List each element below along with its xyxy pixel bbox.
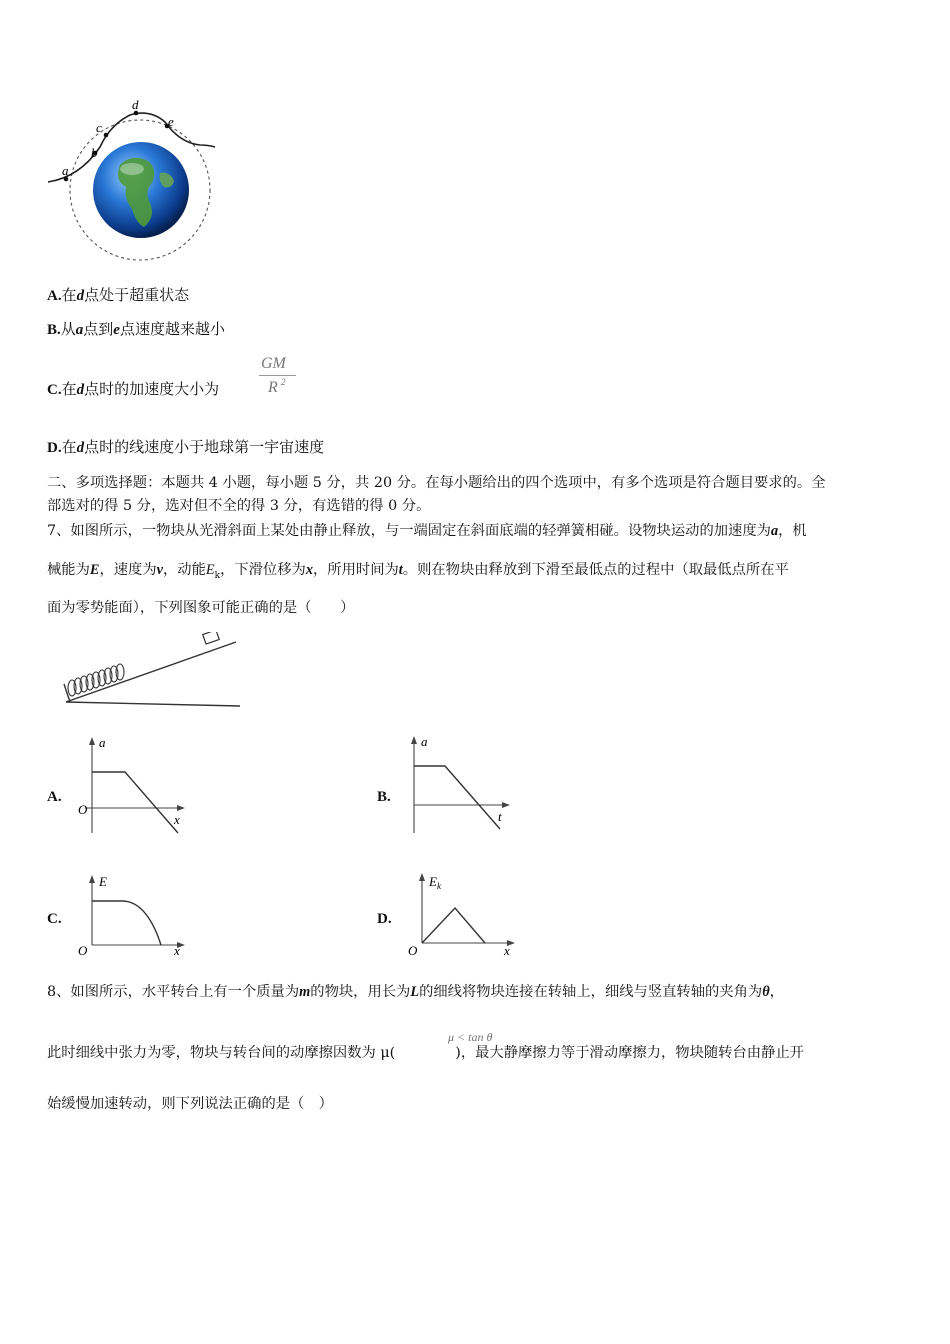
x-axis-label: x bbox=[504, 943, 510, 958]
var-d: d bbox=[76, 440, 85, 456]
q6-option-b[interactable] bbox=[47, 319, 225, 340]
q6-option-d[interactable] bbox=[47, 437, 324, 458]
fraction-bar bbox=[259, 375, 296, 376]
incline-spring-figure bbox=[58, 632, 243, 712]
origin-label: O bbox=[78, 802, 88, 817]
q7-option-a-label[interactable]: A. bbox=[47, 789, 62, 805]
option-text: 从 bbox=[60, 320, 76, 338]
q8-line3: 始缓慢加速转动，则下列说法正确的是（ ） bbox=[47, 1096, 333, 1112]
graph-b-accel-vs-t[interactable] bbox=[400, 733, 515, 833]
point-a-label: a bbox=[62, 163, 69, 178]
q7-line1: 7、如图所示，一物块从光滑斜面上某处由静止释放，与一端固定在斜面底端的轻弹簧相碰。设物块运动的加速度为a，机 bbox=[47, 523, 807, 539]
x-axis-label: x bbox=[174, 812, 180, 827]
graph-c-energy-vs-x[interactable] bbox=[75, 872, 190, 957]
var-d: d bbox=[76, 382, 85, 398]
option-text: 在 bbox=[61, 438, 77, 456]
graph-d-kinetic-vs-x[interactable] bbox=[405, 870, 520, 958]
x-axis-label: x bbox=[174, 943, 180, 957]
point-d-label: d bbox=[132, 97, 139, 112]
graph-a-accel-vs-x[interactable] bbox=[75, 735, 190, 835]
point-c-marker bbox=[104, 133, 109, 138]
option-label: C. bbox=[47, 382, 62, 398]
origin-label: O bbox=[408, 943, 418, 958]
option-label: D. bbox=[47, 440, 62, 456]
point-c-label: c bbox=[96, 120, 102, 135]
q8-line2: 此时细线中张力为零，物块与转台间的动摩擦因数为 μ( )，最大静摩擦力等于滑动摩擦力，物块随转台由静止开 bbox=[47, 1045, 804, 1061]
option-label: A. bbox=[47, 288, 62, 304]
q7-option-c-label[interactable]: C. bbox=[47, 911, 62, 927]
x-axis-label: t bbox=[498, 809, 502, 824]
point-e-label: e bbox=[168, 114, 174, 129]
q8-line1: 8、如图所示，水平转台上有一个质量为m的物块，用长为L的细线将物块连接在转轴上，细线与竖直转轴的夹角为θ， bbox=[47, 984, 784, 1000]
q7-line3: 面为零势能面），下列图象可能正确的是（ ） bbox=[47, 600, 355, 616]
y-axis-label: E bbox=[99, 874, 107, 889]
point-b-label: b bbox=[91, 145, 98, 160]
q7-line2: 械能为E，速度为v，动能$E_k$，下滑位移为x，所用时间为t。则在物块由释放到下滑至最低点的过程中（取最低点所在平 bbox=[47, 562, 789, 581]
q6-option-c[interactable] bbox=[47, 379, 219, 400]
y-axis-label: $E_k$ bbox=[429, 874, 441, 891]
y-axis-label: a bbox=[99, 735, 106, 750]
fraction-exponent: 2 bbox=[281, 377, 286, 387]
fraction-denominator: R bbox=[268, 379, 278, 396]
section2-line1: 二、多项选择题：本题共 4 小题，每小题 5 分，共 20 分。在每小题给出的四个选项中，有多个选项是符合题目要求的。全 bbox=[47, 475, 826, 491]
mu-less-than-tan-theta: μ < tan θ bbox=[448, 1030, 493, 1044]
option-text: 点处于超重状态 bbox=[84, 286, 190, 304]
q6-option-a[interactable] bbox=[47, 285, 189, 306]
var-d: d bbox=[76, 288, 85, 304]
option-text: 在 bbox=[61, 286, 77, 304]
option-label: B. bbox=[47, 322, 61, 338]
y-axis-label: a bbox=[421, 734, 428, 749]
option-text: 点到 bbox=[83, 320, 114, 338]
origin-label: O bbox=[78, 943, 88, 957]
option-text: 点时的加速度大小为 bbox=[84, 380, 220, 398]
var-a: a bbox=[75, 322, 84, 338]
option-text: 点速度越来越小 bbox=[119, 320, 225, 338]
earth-orbit-figure bbox=[40, 95, 220, 270]
option-text: 在 bbox=[61, 380, 77, 398]
q7-option-d-label[interactable]: D. bbox=[377, 911, 392, 927]
var-e: e bbox=[113, 322, 120, 338]
block-on-incline bbox=[203, 632, 219, 644]
fraction-numerator: GM bbox=[261, 355, 286, 372]
q7-option-b-label[interactable]: B. bbox=[377, 789, 391, 805]
section2-line2: 部选对的得 5 分，选对但不全的得 3 分，有选错的得 0 分。 bbox=[47, 498, 431, 514]
option-text: 点时的线速度小于地球第一宇宙速度 bbox=[84, 438, 325, 456]
